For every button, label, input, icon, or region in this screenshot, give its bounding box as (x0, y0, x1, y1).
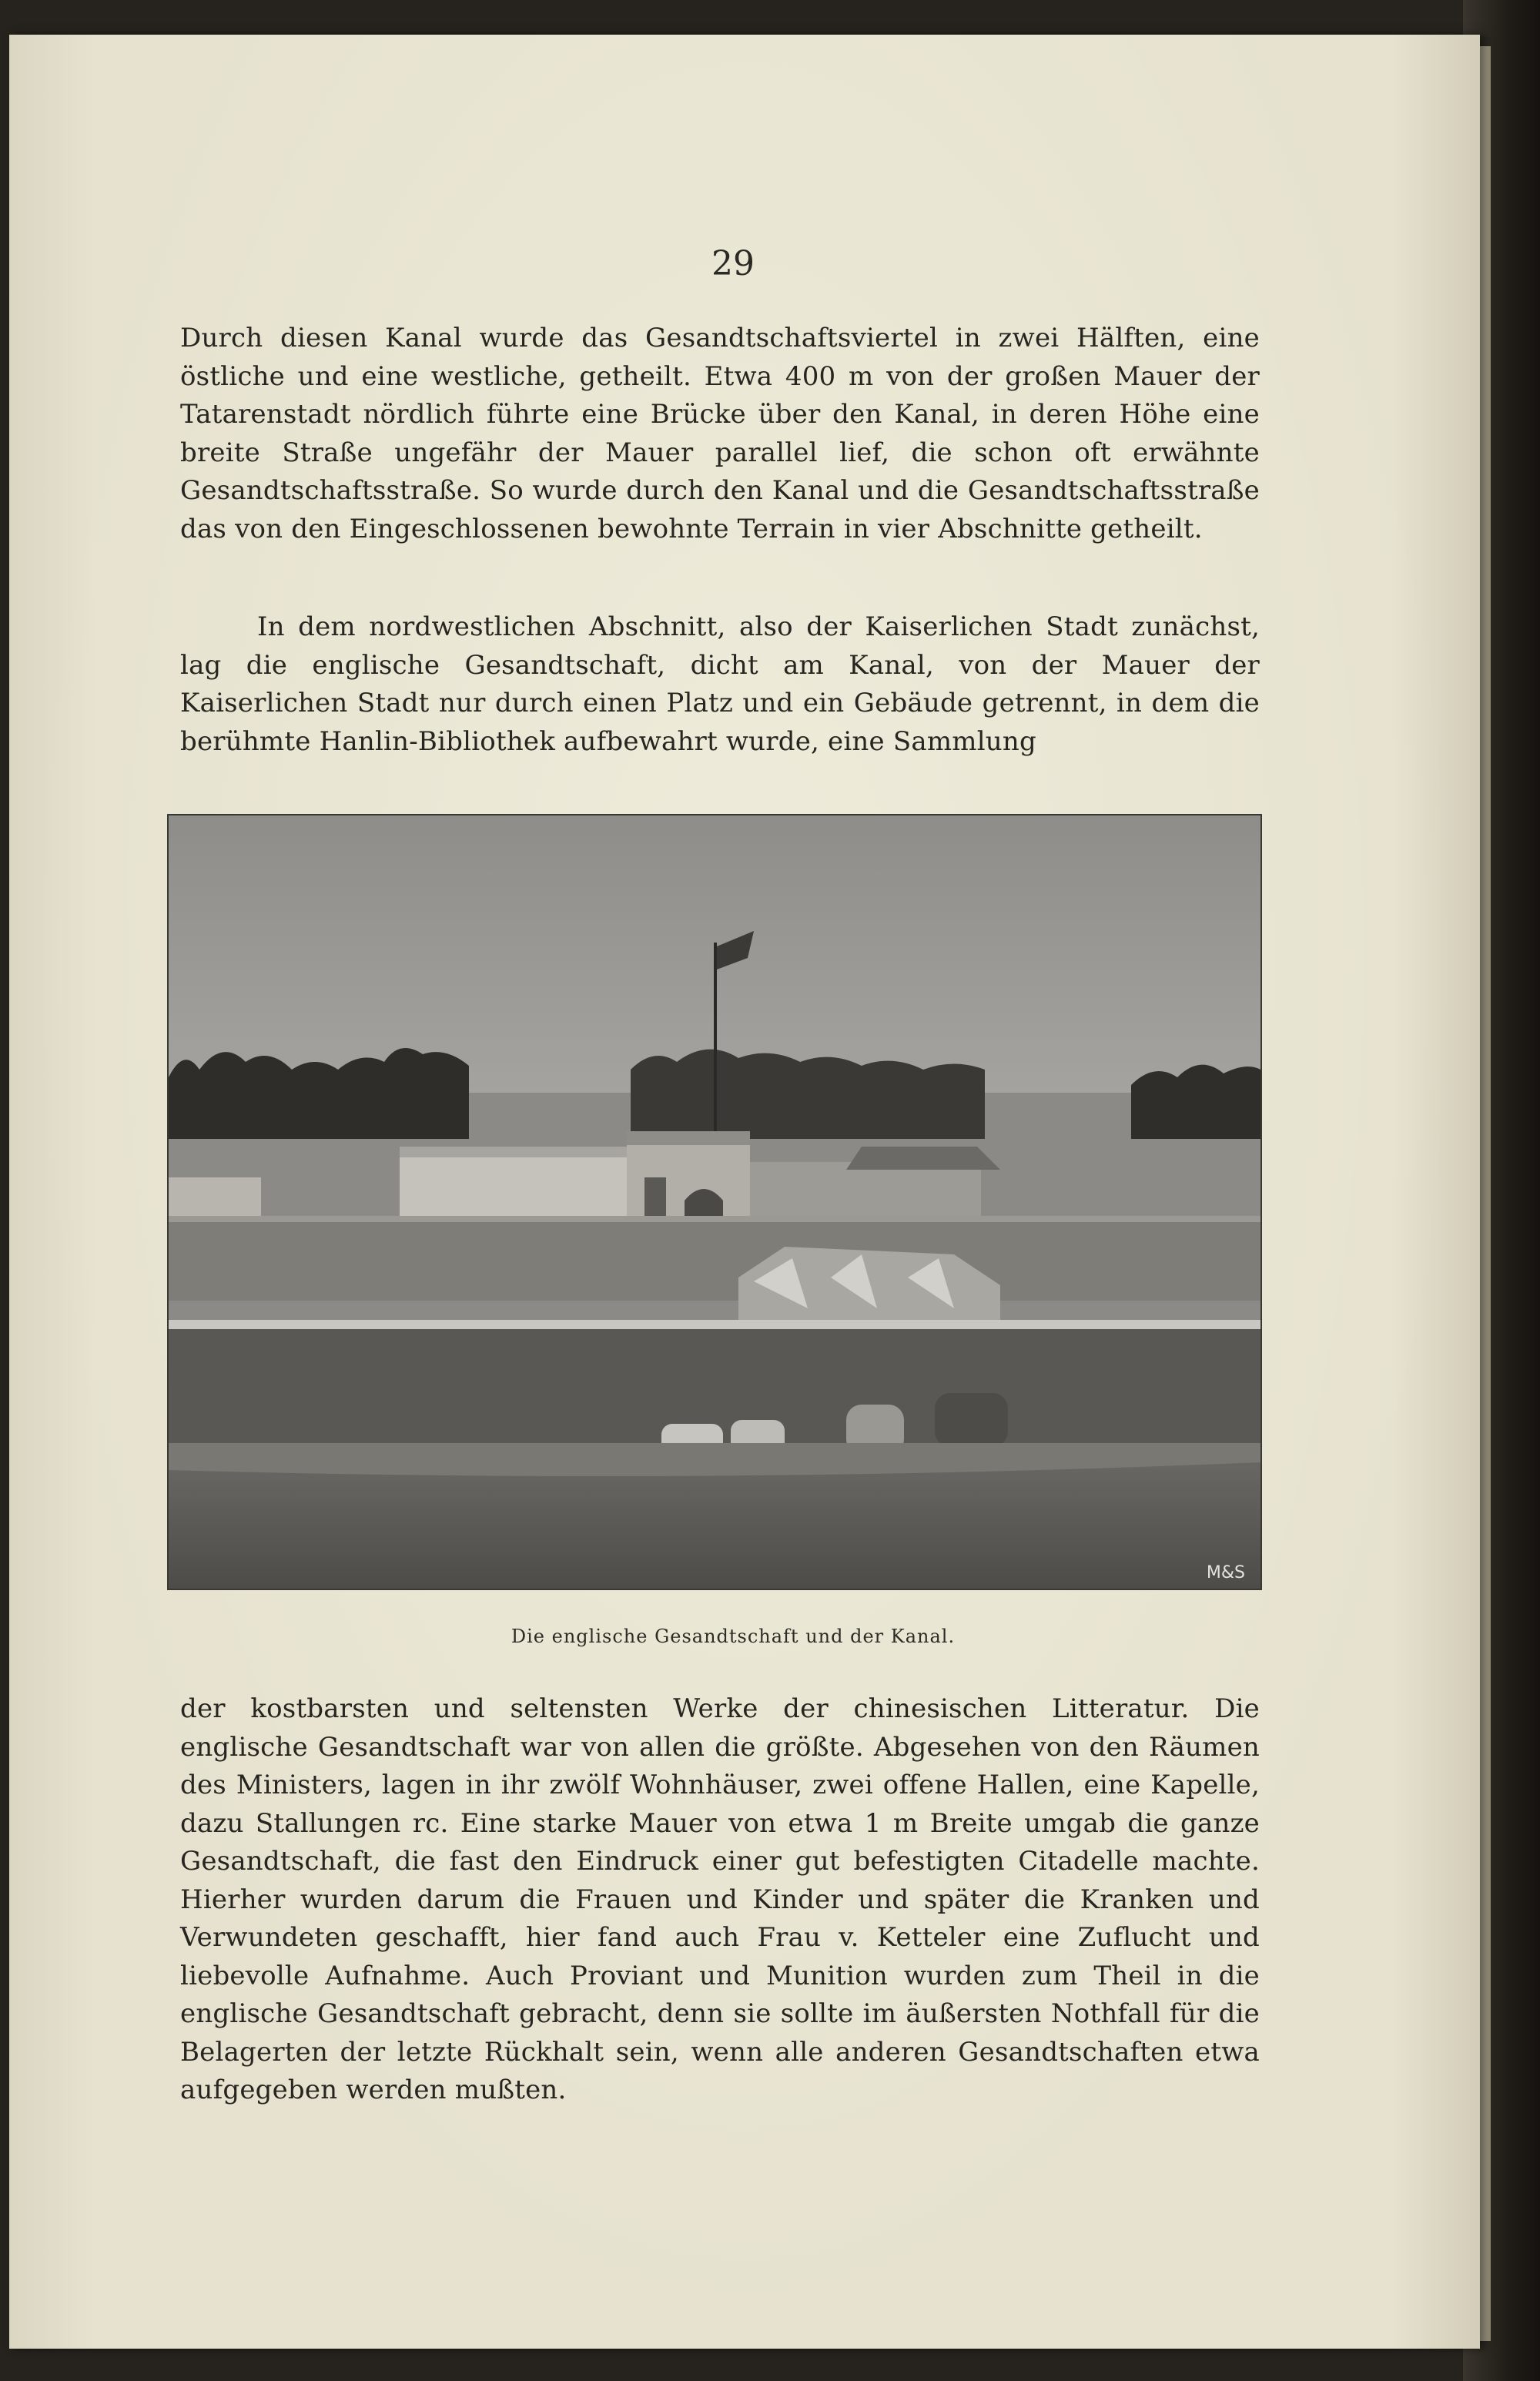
paragraph-2: In dem nordwestlichen Abschnitt, also der Kaiserlichen Stadt zunächst, lag die englische Gesandtschaft, dicht am Kanal, von der Mauer der Kaiserlichen Stadt nur durch einen Platz und ein Gebäude getrennt, in dem die berühmte Hanlin-Bibliothek aufbewahrt wurde, eine Sammlung (180, 611, 1260, 757)
book-page (9, 35, 1480, 2349)
photo-signature: M&S (1206, 1563, 1245, 1582)
page-edge (1480, 46, 1491, 2341)
building-right (750, 1162, 981, 1216)
paragraph-1: Durch diesen Kanal wurde das Gesandtschaftsviertel in zwei Hälften, eine östliche und eine westliche, getheilt. Etwa 400 m von der großen Mauer der Tatarenstadt nördlich führte eine Brücke über den Kanal, in deren Höhe eine breite Straße ungefähr der Mauer parallel lief, die schon oft erwähnte Gesandtschaftsstraße. So wurde durch den Kanal und die Gesandtschaftsstraße das von den Eingeschlossenen bewohnte Terrain in vier Abschnitte getheilt. (180, 323, 1260, 544)
page-number: 29 (711, 244, 755, 283)
canal-bank (169, 1320, 1260, 1329)
photograph-british-legation (167, 814, 1262, 1590)
trees-right (1131, 1065, 1260, 1139)
figure-caption: Die englische Gesandtschaft und der Kanal. (511, 1626, 956, 1647)
barrel (935, 1393, 1008, 1447)
long-building (400, 1154, 631, 1216)
photograph-illustration (169, 815, 1260, 1589)
compound-wall (169, 1216, 1260, 1301)
paragraph-3: der kostbarsten und seltensten Werke der chinesischen Litteratur. Die englische Gesandtschaft war von allen die größte. Abgesehen von den Räumen des Ministers, lagen in ihr zwölf Wohnhäuser, zwei offene Hallen, eine Kapelle, dazu Stallungen rc. Eine starke Mauer von etwa 1 m Breite umgab die ganze Gesandtschaft, die fast den Eindruck einer gut befestigten Citadelle machte. Hierher wurden darum die Frauen und Kinder und später die Kranken und Verwundeten geschafft, hier fand auch Frau v. Ketteler eine Zuflucht und liebevolle Aufnahme. Auch Proviant und Munition wurden zum Theil in die englische Gesandtschaft gebracht, denn sie sollte im äußersten Nothfall für die Belagerten der letzte Rückhalt sein, wenn alle anderen Gesandtschaften etwa aufgegeben werden mußten. (180, 1693, 1260, 2105)
